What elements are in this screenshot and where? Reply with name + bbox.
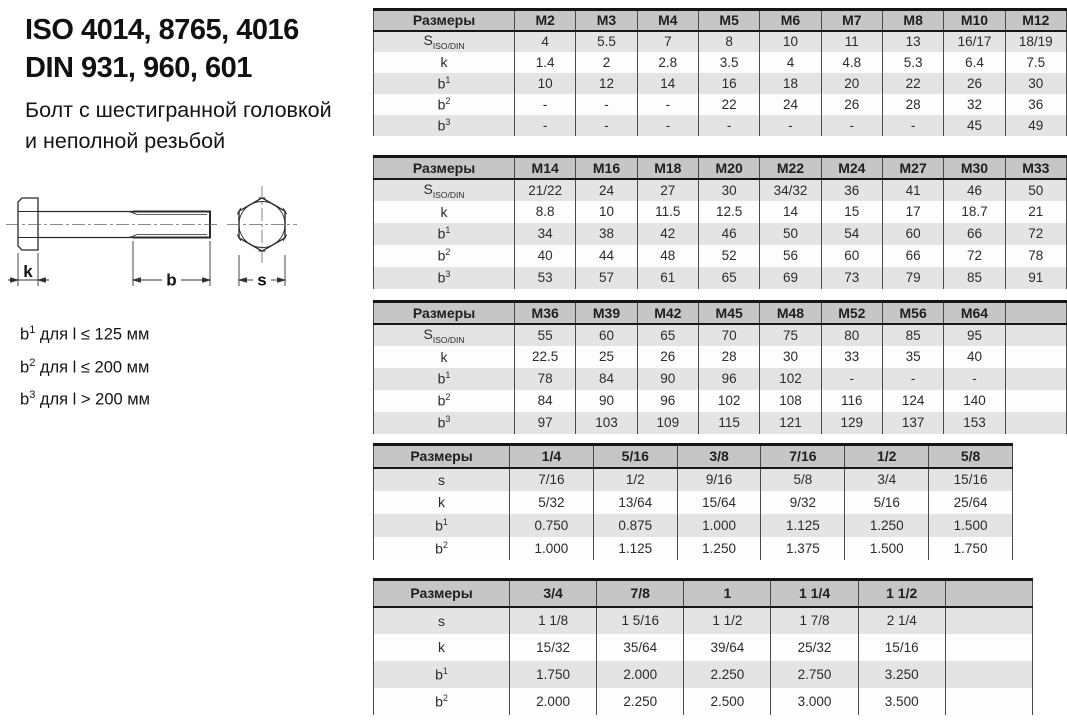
value-cell: 153 xyxy=(944,412,1005,434)
size-column-header: M5 xyxy=(698,10,759,31)
value-cell: 6.4 xyxy=(944,52,1005,73)
value-cell: 35/64 xyxy=(597,634,684,661)
value-cell: 46 xyxy=(944,179,1005,201)
row-label: $b^1$ xyxy=(374,73,515,94)
value-cell: 30 xyxy=(698,179,759,201)
value-cell: 84 xyxy=(515,390,576,412)
value-cell: 24 xyxy=(576,179,637,201)
value-cell: 65 xyxy=(698,267,759,289)
value-cell: 1.500 xyxy=(929,514,1013,537)
value-cell: 25/64 xyxy=(929,491,1013,514)
size-column-header xyxy=(1005,302,1066,324)
value-cell: 2.500 xyxy=(684,688,771,715)
value-cell: 15/32 xyxy=(510,634,597,661)
metric-table-m36-m64 xyxy=(373,300,1067,434)
value-cell: 79 xyxy=(882,267,943,289)
value-cell: 41 xyxy=(882,179,943,201)
value-cell: 1 1/8 xyxy=(510,607,597,634)
value-cell: 4 xyxy=(515,31,576,52)
value-cell: 61 xyxy=(637,267,698,289)
sizes-header-cell: Размеры xyxy=(374,580,510,607)
value-cell: 9/16 xyxy=(677,468,761,491)
value-cell: 85 xyxy=(882,324,943,346)
value-cell: 115 xyxy=(698,412,759,434)
value-cell: 90 xyxy=(637,368,698,390)
size-column-header: M4 xyxy=(637,10,698,31)
value-cell: 53 xyxy=(515,267,576,289)
value-cell: - xyxy=(698,115,759,136)
value-cell: 84 xyxy=(576,368,637,390)
value-cell: 7/16 xyxy=(510,468,594,491)
size-column-header: M48 xyxy=(760,302,821,324)
value-cell: 49 xyxy=(1005,115,1066,136)
size-column-header: M39 xyxy=(576,302,637,324)
value-cell: 15/16 xyxy=(858,634,945,661)
dimension-lines xyxy=(8,241,285,286)
row-label: k xyxy=(374,346,515,368)
value-cell: 72 xyxy=(944,245,1005,267)
value-cell: 21/22 xyxy=(515,179,576,201)
row-label: $b^1$ xyxy=(374,368,515,390)
value-cell: 17 xyxy=(882,201,943,223)
value-cell: 39/64 xyxy=(684,634,771,661)
value-cell: 90 xyxy=(576,390,637,412)
row-label: s xyxy=(374,468,510,491)
row-label: $b^2$ xyxy=(374,537,510,560)
value-cell: 2.000 xyxy=(510,688,597,715)
value-cell: 27 xyxy=(637,179,698,201)
value-cell: 1.000 xyxy=(677,514,761,537)
value-cell: 2.750 xyxy=(771,661,858,688)
value-cell: 16 xyxy=(698,73,759,94)
value-cell: 69 xyxy=(760,267,821,289)
value-cell: 26 xyxy=(821,94,882,115)
size-column-header: 5/8 xyxy=(929,445,1013,468)
value-cell: - xyxy=(882,368,943,390)
value-cell: 15 xyxy=(821,201,882,223)
value-cell: 1.125 xyxy=(593,537,677,560)
value-cell: 10 xyxy=(576,201,637,223)
row-label: $b^1$ xyxy=(374,514,510,537)
size-column-header: M45 xyxy=(698,302,759,324)
size-column-header: M12 xyxy=(1005,10,1066,31)
value-cell: 40 xyxy=(944,346,1005,368)
value-cell xyxy=(945,661,1032,688)
value-cell: 55 xyxy=(515,324,576,346)
value-cell: 30 xyxy=(760,346,821,368)
value-cell: - xyxy=(515,115,576,136)
value-cell: 22.5 xyxy=(515,346,576,368)
value-cell: 42 xyxy=(637,223,698,245)
sizes-header-cell: Размеры xyxy=(374,157,515,179)
value-cell: 1 5/16 xyxy=(597,607,684,634)
row-label: $S_{ISO/DIN}$ xyxy=(374,179,515,201)
value-cell: 33 xyxy=(821,346,882,368)
value-cell: 22 xyxy=(698,94,759,115)
row-label: $b^2$ xyxy=(374,688,510,715)
value-cell: 137 xyxy=(882,412,943,434)
title-din: DIN 931, 960, 601 xyxy=(25,51,252,84)
value-cell: 57 xyxy=(576,267,637,289)
value-cell xyxy=(1005,368,1066,390)
row-label: k xyxy=(374,634,510,661)
page-subtitle xyxy=(25,95,332,156)
value-cell: 16/17 xyxy=(944,31,1005,52)
size-column-header: 7/16 xyxy=(761,445,845,468)
value-cell: 95 xyxy=(944,324,1005,346)
value-cell: 35 xyxy=(882,346,943,368)
value-cell: 1 7/8 xyxy=(771,607,858,634)
value-cell: 34/32 xyxy=(760,179,821,201)
value-cell: 7 xyxy=(637,31,698,52)
metric-table-m2-m12 xyxy=(373,8,1067,136)
value-cell: 25 xyxy=(576,346,637,368)
value-cell: 8.8 xyxy=(515,201,576,223)
value-cell: 66 xyxy=(944,223,1005,245)
value-cell: - xyxy=(821,368,882,390)
value-cell: 3.250 xyxy=(858,661,945,688)
value-cell: 60 xyxy=(576,324,637,346)
value-cell: 12.5 xyxy=(698,201,759,223)
value-cell: 52 xyxy=(698,245,759,267)
title-iso: ISO 4014, 8765, 4016 xyxy=(25,14,299,46)
value-cell: 60 xyxy=(821,245,882,267)
value-cell: 46 xyxy=(698,223,759,245)
value-cell: 2.000 xyxy=(597,661,684,688)
dim-label-k: k xyxy=(23,262,33,281)
value-cell: 124 xyxy=(882,390,943,412)
footnote-b2: $b^2$ для l ≤ 200 мм xyxy=(20,356,150,376)
value-cell: 45 xyxy=(944,115,1005,136)
value-cell: 0.875 xyxy=(593,514,677,537)
size-column-header: 1 1/2 xyxy=(858,580,945,607)
value-cell: 3.000 xyxy=(771,688,858,715)
subtitle-line2: и неполной резьбой xyxy=(25,128,226,153)
value-cell: 70 xyxy=(698,324,759,346)
value-cell xyxy=(1005,346,1066,368)
value-cell: 30 xyxy=(1005,73,1066,94)
value-cell: 1.375 xyxy=(761,537,845,560)
value-cell: 0.750 xyxy=(510,514,594,537)
row-label: $S_{ISO/DIN}$ xyxy=(374,324,515,346)
value-cell: - xyxy=(944,368,1005,390)
value-cell: 50 xyxy=(760,223,821,245)
row-label: $b^1$ xyxy=(374,661,510,688)
value-cell: 65 xyxy=(637,324,698,346)
value-cell: - xyxy=(821,115,882,136)
row-label: k xyxy=(374,201,515,223)
value-cell: 28 xyxy=(882,94,943,115)
value-cell: 54 xyxy=(821,223,882,245)
value-cell: 14 xyxy=(760,201,821,223)
value-cell xyxy=(1005,390,1066,412)
size-column-header: M42 xyxy=(637,302,698,324)
value-cell: 96 xyxy=(637,390,698,412)
value-cell: - xyxy=(576,94,637,115)
value-cell: 4.8 xyxy=(821,52,882,73)
value-cell: 32 xyxy=(944,94,1005,115)
value-cell: 18.7 xyxy=(944,201,1005,223)
row-label: s xyxy=(374,607,510,634)
footnote-b3: $b^3$ для l > 200 мм xyxy=(20,389,150,409)
value-cell: 109 xyxy=(637,412,698,434)
value-cell: 75 xyxy=(760,324,821,346)
row-label: $b^3$ xyxy=(374,115,515,136)
row-label: k xyxy=(374,491,510,514)
row-label: $S_{ISO/DIN}$ xyxy=(374,31,515,52)
value-cell: 129 xyxy=(821,412,882,434)
value-cell: 5/16 xyxy=(845,491,929,514)
size-column-header: M16 xyxy=(576,157,637,179)
size-column-header: 7/8 xyxy=(597,580,684,607)
imperial-table-quarter-to-5-8 xyxy=(373,443,1013,560)
size-column-header: M10 xyxy=(944,10,1005,31)
value-cell: 5/8 xyxy=(761,468,845,491)
size-column-header: M6 xyxy=(760,10,821,31)
value-cell: 2.250 xyxy=(684,661,771,688)
value-cell: - xyxy=(637,115,698,136)
value-cell: 2.250 xyxy=(597,688,684,715)
value-cell xyxy=(1005,412,1066,434)
size-column-header: M56 xyxy=(882,302,943,324)
value-cell: 5.5 xyxy=(576,31,637,52)
value-cell xyxy=(945,607,1032,634)
value-cell: - xyxy=(576,115,637,136)
value-cell: 3/4 xyxy=(845,468,929,491)
size-column-header: M33 xyxy=(1005,157,1066,179)
size-column-header: M64 xyxy=(944,302,1005,324)
size-column-header: 3/8 xyxy=(677,445,761,468)
row-label: $b^2$ xyxy=(374,245,515,267)
value-cell: 1.000 xyxy=(510,537,594,560)
value-cell: 1 1/2 xyxy=(684,607,771,634)
value-cell: 78 xyxy=(1005,245,1066,267)
value-cell: 60 xyxy=(882,223,943,245)
value-cell: 1.750 xyxy=(929,537,1013,560)
value-cell: 5.3 xyxy=(882,52,943,73)
sizes-header-cell: Размеры xyxy=(374,445,510,468)
dimension-table xyxy=(373,155,1067,289)
size-column-header: M3 xyxy=(576,10,637,31)
value-cell: 121 xyxy=(760,412,821,434)
value-cell: 3.500 xyxy=(858,688,945,715)
value-cell: 10 xyxy=(760,31,821,52)
value-cell: 1.4 xyxy=(515,52,576,73)
size-column-header: M14 xyxy=(515,157,576,179)
value-cell: 15/64 xyxy=(677,491,761,514)
value-cell: 28 xyxy=(698,346,759,368)
value-cell: 13 xyxy=(882,31,943,52)
row-label: $b^1$ xyxy=(374,223,515,245)
value-cell: - xyxy=(637,94,698,115)
size-column-header: M20 xyxy=(698,157,759,179)
size-column-header: M24 xyxy=(821,157,882,179)
sizes-header-cell: Размеры xyxy=(374,10,515,31)
value-cell: 1.250 xyxy=(677,537,761,560)
size-column-header: 1 xyxy=(684,580,771,607)
value-cell: 97 xyxy=(515,412,576,434)
value-cell: 91 xyxy=(1005,267,1066,289)
value-cell: 108 xyxy=(760,390,821,412)
value-cell: 1.750 xyxy=(510,661,597,688)
row-label: k xyxy=(374,52,515,73)
value-cell: 26 xyxy=(637,346,698,368)
value-cell: - xyxy=(882,115,943,136)
row-label: $b^2$ xyxy=(374,94,515,115)
metric-table-m14-m33 xyxy=(373,155,1067,289)
value-cell: 24 xyxy=(760,94,821,115)
value-cell xyxy=(945,634,1032,661)
bolt-side-view xyxy=(18,198,210,250)
size-column-header: M8 xyxy=(882,10,943,31)
value-cell: - xyxy=(760,115,821,136)
value-cell: 85 xyxy=(944,267,1005,289)
value-cell: 2.8 xyxy=(637,52,698,73)
centerlines xyxy=(6,186,297,263)
value-cell: 140 xyxy=(944,390,1005,412)
size-column-header: M27 xyxy=(882,157,943,179)
value-cell: 14 xyxy=(637,73,698,94)
dimension-table xyxy=(373,578,1033,715)
value-cell: 48 xyxy=(637,245,698,267)
value-cell: 12 xyxy=(576,73,637,94)
value-cell: 25/32 xyxy=(771,634,858,661)
value-cell: 1/2 xyxy=(593,468,677,491)
bolt-drawing xyxy=(5,183,319,311)
value-cell: 50 xyxy=(1005,179,1066,201)
size-column-header: M18 xyxy=(637,157,698,179)
value-cell: 9/32 xyxy=(761,491,845,514)
size-column-header: 1/4 xyxy=(510,445,594,468)
value-cell: 2 xyxy=(576,52,637,73)
value-cell: 73 xyxy=(821,267,882,289)
size-column-header: M22 xyxy=(760,157,821,179)
size-column-header: M52 xyxy=(821,302,882,324)
dimension-table xyxy=(373,443,1013,560)
size-column-header: M30 xyxy=(944,157,1005,179)
sizes-header-cell: Размеры xyxy=(374,302,515,324)
value-cell: - xyxy=(515,94,576,115)
value-cell: 1.500 xyxy=(845,537,929,560)
size-column-header: M7 xyxy=(821,10,882,31)
value-cell: 22 xyxy=(882,73,943,94)
value-cell: 5/32 xyxy=(510,491,594,514)
value-cell: 18/19 xyxy=(1005,31,1066,52)
value-cell: 4 xyxy=(760,52,821,73)
row-label: $b^2$ xyxy=(374,390,515,412)
value-cell: 18 xyxy=(760,73,821,94)
row-label: $b^3$ xyxy=(374,412,515,434)
value-cell: 21 xyxy=(1005,201,1066,223)
value-cell: 38 xyxy=(576,223,637,245)
value-cell: 116 xyxy=(821,390,882,412)
value-cell: 3.5 xyxy=(698,52,759,73)
value-cell: 26 xyxy=(944,73,1005,94)
value-cell: 40 xyxy=(515,245,576,267)
row-label: $b^3$ xyxy=(374,267,515,289)
value-cell xyxy=(945,688,1032,715)
value-cell: 15/16 xyxy=(929,468,1013,491)
value-cell: 72 xyxy=(1005,223,1066,245)
value-cell: 1.250 xyxy=(845,514,929,537)
value-cell: 11 xyxy=(821,31,882,52)
value-cell: 2 1/4 xyxy=(858,607,945,634)
page-title xyxy=(25,12,299,87)
subtitle-line1: Болт с шестигранной головкой xyxy=(25,98,332,122)
size-column-header: M2 xyxy=(515,10,576,31)
value-cell: 44 xyxy=(576,245,637,267)
size-column-header: M36 xyxy=(515,302,576,324)
value-cell: 1.125 xyxy=(761,514,845,537)
dimension-table xyxy=(373,8,1067,136)
value-cell: 13/64 xyxy=(593,491,677,514)
dim-label-b: b xyxy=(166,270,177,290)
value-cell: 36 xyxy=(821,179,882,201)
value-cell: 96 xyxy=(698,368,759,390)
value-cell xyxy=(1005,324,1066,346)
value-cell: 102 xyxy=(760,368,821,390)
footnotes xyxy=(20,316,150,414)
dimension-table xyxy=(373,300,1067,434)
value-cell: 78 xyxy=(515,368,576,390)
size-column-header: 1/2 xyxy=(845,445,929,468)
dim-label-s: s xyxy=(257,270,267,290)
size-column-header: 5/16 xyxy=(593,445,677,468)
imperial-table-3-4-to-1-1-2 xyxy=(373,578,1033,715)
size-column-header: 1 1/4 xyxy=(771,580,858,607)
value-cell: 7.5 xyxy=(1005,52,1066,73)
value-cell: 56 xyxy=(760,245,821,267)
value-cell: 103 xyxy=(576,412,637,434)
size-column-header xyxy=(945,580,1032,607)
size-column-header: 3/4 xyxy=(510,580,597,607)
value-cell: 8 xyxy=(698,31,759,52)
value-cell: 80 xyxy=(821,324,882,346)
footnote-b1: $b^1$ для l ≤ 125 мм xyxy=(20,324,150,344)
value-cell: 34 xyxy=(515,223,576,245)
value-cell: 20 xyxy=(821,73,882,94)
value-cell: 11.5 xyxy=(637,201,698,223)
value-cell: 66 xyxy=(882,245,943,267)
value-cell: 102 xyxy=(698,390,759,412)
value-cell: 10 xyxy=(515,73,576,94)
value-cell: 36 xyxy=(1005,94,1066,115)
